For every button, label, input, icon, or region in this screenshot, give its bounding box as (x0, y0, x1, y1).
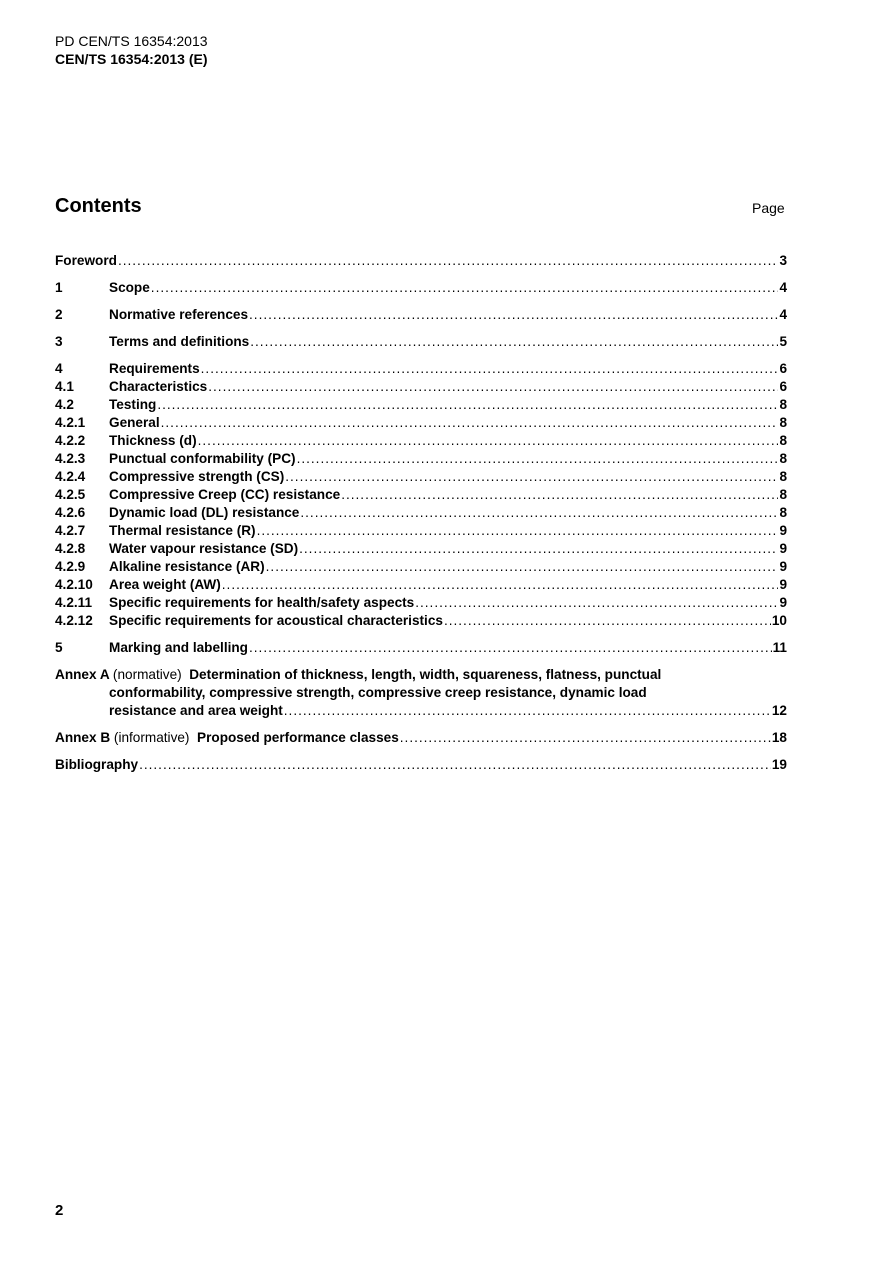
toc-entry-4-2-4[interactable] (55, 468, 787, 486)
leader-dots (198, 432, 779, 450)
toc-entry-number: 4.2.12 (55, 613, 93, 628)
leader-dots (222, 576, 779, 594)
toc-entry-number: 4.2.1 (55, 415, 86, 430)
toc-entry-number: 4.2 (55, 397, 74, 412)
toc-entry-number: 4.2.6 (55, 505, 86, 520)
toc-entry-4-2-9[interactable] (55, 558, 787, 576)
leader-dots (151, 279, 779, 297)
leader-dots (201, 360, 779, 378)
annex-label: Annex A (55, 667, 110, 682)
toc-entry-4-2-6[interactable] (55, 504, 787, 522)
toc-entry-number: 1 (55, 280, 63, 295)
toc-entry-page: 9 (779, 559, 787, 574)
annex-title-line2: conformability, compressive strength, compressive creep resistance, dynamic load (109, 685, 647, 700)
toc-entry-number: 4.2.7 (55, 523, 86, 538)
toc-entry-page: 4 (779, 307, 787, 322)
toc-entry-annex-a[interactable] (55, 666, 787, 720)
page-number: 2 (55, 1202, 64, 1219)
toc-entry-bibliography[interactable] (55, 756, 787, 774)
leader-dots (285, 468, 778, 486)
toc-entry-foreword[interactable] (55, 252, 787, 270)
leader-dots (415, 594, 778, 612)
page-title: Contents (55, 195, 142, 217)
toc-entry-title: Requirements (109, 361, 200, 376)
toc-entry-page: 6 (779, 379, 787, 394)
toc-entry-page: 19 (771, 757, 787, 772)
toc-entry-page: 8 (779, 505, 787, 520)
toc-entry-page: 3 (779, 253, 787, 268)
toc-entry-number: 4.2.5 (55, 487, 86, 502)
toc-entry-title: Water vapour resistance (SD) (109, 541, 299, 556)
toc-entry-page: 12 (771, 703, 787, 718)
toc-entry-title: Compressive strength (CS) (109, 469, 285, 484)
page-column-label: Page (752, 200, 785, 216)
toc-entry-page: 5 (779, 334, 787, 349)
annex-title-line3: resistance and area weight (109, 703, 283, 718)
annex-title: Proposed performance classes (197, 730, 399, 745)
leader-dots (208, 378, 778, 396)
toc-entry-title: Alkaline resistance (AR) (109, 559, 265, 574)
toc-entry-4-2-8[interactable] (55, 540, 787, 558)
toc-entry-number: 4.2.10 (55, 577, 93, 592)
table-of-contents (55, 252, 787, 774)
toc-entry-number: 2 (55, 307, 63, 322)
leader-dots (257, 522, 779, 540)
toc-entry-4-2-1[interactable] (55, 414, 787, 432)
leader-dots (157, 396, 778, 414)
toc-entry-number: 4 (55, 361, 63, 376)
toc-entry-page: 9 (779, 595, 787, 610)
toc-entry-title: Specific requirements for acoustical characteristics (109, 613, 443, 628)
toc-entry-3[interactable] (55, 333, 787, 351)
toc-entry-title: Thickness (d) (109, 433, 197, 448)
document-id: PD CEN/TS 16354:2013 (55, 33, 208, 49)
toc-entry-page: 8 (779, 469, 787, 484)
toc-entry-4[interactable] (55, 360, 787, 378)
toc-entry-4-2-10[interactable] (55, 576, 787, 594)
toc-entry-page: 4 (779, 280, 787, 295)
toc-entry-title: Normative references (109, 307, 249, 322)
toc-entry-number: 4.2.8 (55, 541, 86, 556)
toc-entry-page: 9 (779, 523, 787, 538)
leader-dots (249, 306, 778, 324)
leader-dots (118, 252, 779, 270)
document-id-en: CEN/TS 16354:2013 (E) (55, 51, 208, 67)
toc-entry-number: 3 (55, 334, 63, 349)
toc-entry-number: 5 (55, 640, 63, 655)
toc-entry-number: 4.2.9 (55, 559, 86, 574)
toc-entry-4-2-11[interactable] (55, 594, 787, 612)
toc-entry-4-2[interactable] (55, 396, 787, 414)
annex-label: Annex B (55, 730, 111, 745)
toc-entry-1[interactable] (55, 279, 787, 297)
toc-entry-4-2-12[interactable] (55, 612, 787, 630)
leader-dots (400, 729, 771, 747)
toc-entry-title: Testing (109, 397, 157, 412)
toc-entry-title: Marking and labelling (109, 640, 248, 655)
leader-dots (444, 612, 771, 630)
toc-entry-page: 9 (779, 541, 787, 556)
toc-entry-page: 18 (771, 730, 787, 745)
toc-entry-title: Area weight (AW) (109, 577, 221, 592)
leader-dots (139, 756, 771, 774)
toc-entry-title: Compressive Creep (CC) resistance (109, 487, 341, 502)
toc-entry-4-2-5[interactable] (55, 486, 787, 504)
toc-entry-4-2-7[interactable] (55, 522, 787, 540)
leader-dots (161, 414, 779, 432)
toc-entry-page: 8 (779, 397, 787, 412)
toc-entry-title: Thermal resistance (R) (109, 523, 256, 538)
leader-dots (284, 702, 771, 720)
toc-entry-number: 4.2.3 (55, 451, 86, 466)
leader-dots (299, 540, 778, 558)
toc-entry-number: 4.2.2 (55, 433, 86, 448)
leader-dots (250, 333, 778, 351)
leader-dots (297, 450, 779, 468)
toc-entry-4-1[interactable] (55, 378, 787, 396)
toc-entry-page: 6 (779, 361, 787, 376)
toc-entry-title: Terms and definitions (109, 334, 250, 349)
toc-entry-title: Foreword (55, 253, 117, 268)
toc-entry-title: Specific requirements for health/safety aspects (109, 595, 415, 610)
toc-entry-page: 9 (779, 577, 787, 592)
toc-entry-page: 11 (772, 640, 787, 655)
annex-type: (normative) (112, 667, 182, 682)
toc-entry-number: 4.1 (55, 379, 74, 394)
leader-dots (249, 639, 772, 657)
leader-dots (300, 504, 778, 522)
toc-entry-2[interactable] (55, 306, 787, 324)
toc-entry-number: 4.2.11 (55, 595, 93, 610)
toc-entry-5[interactable] (55, 639, 787, 657)
annex-title-line1: Determination of thickness, length, width, squareness, flatness, punctual (189, 667, 662, 682)
leader-dots (266, 558, 779, 576)
toc-entry-title: Scope (109, 280, 150, 295)
toc-entry-title: Bibliography (55, 757, 139, 772)
toc-entry-4-2-3[interactable] (55, 450, 787, 468)
toc-entry-annex-b[interactable] (55, 729, 787, 747)
toc-entry-page: 10 (771, 613, 787, 628)
annex-type: (informative) (113, 730, 190, 745)
toc-entry-number: 4.2.4 (55, 469, 86, 484)
toc-entry-title: General (109, 415, 160, 430)
toc-entry-page: 8 (779, 487, 787, 502)
toc-entry-page: 8 (779, 415, 787, 430)
toc-entry-title: Characteristics (109, 379, 208, 394)
toc-entry-page: 8 (779, 451, 787, 466)
toc-entry-title: Punctual conformability (PC) (109, 451, 296, 466)
toc-entry-page: 8 (779, 433, 787, 448)
leader-dots (341, 486, 778, 504)
toc-entry-title: Dynamic load (DL) resistance (109, 505, 300, 520)
toc-entry-4-2-2[interactable] (55, 432, 787, 450)
